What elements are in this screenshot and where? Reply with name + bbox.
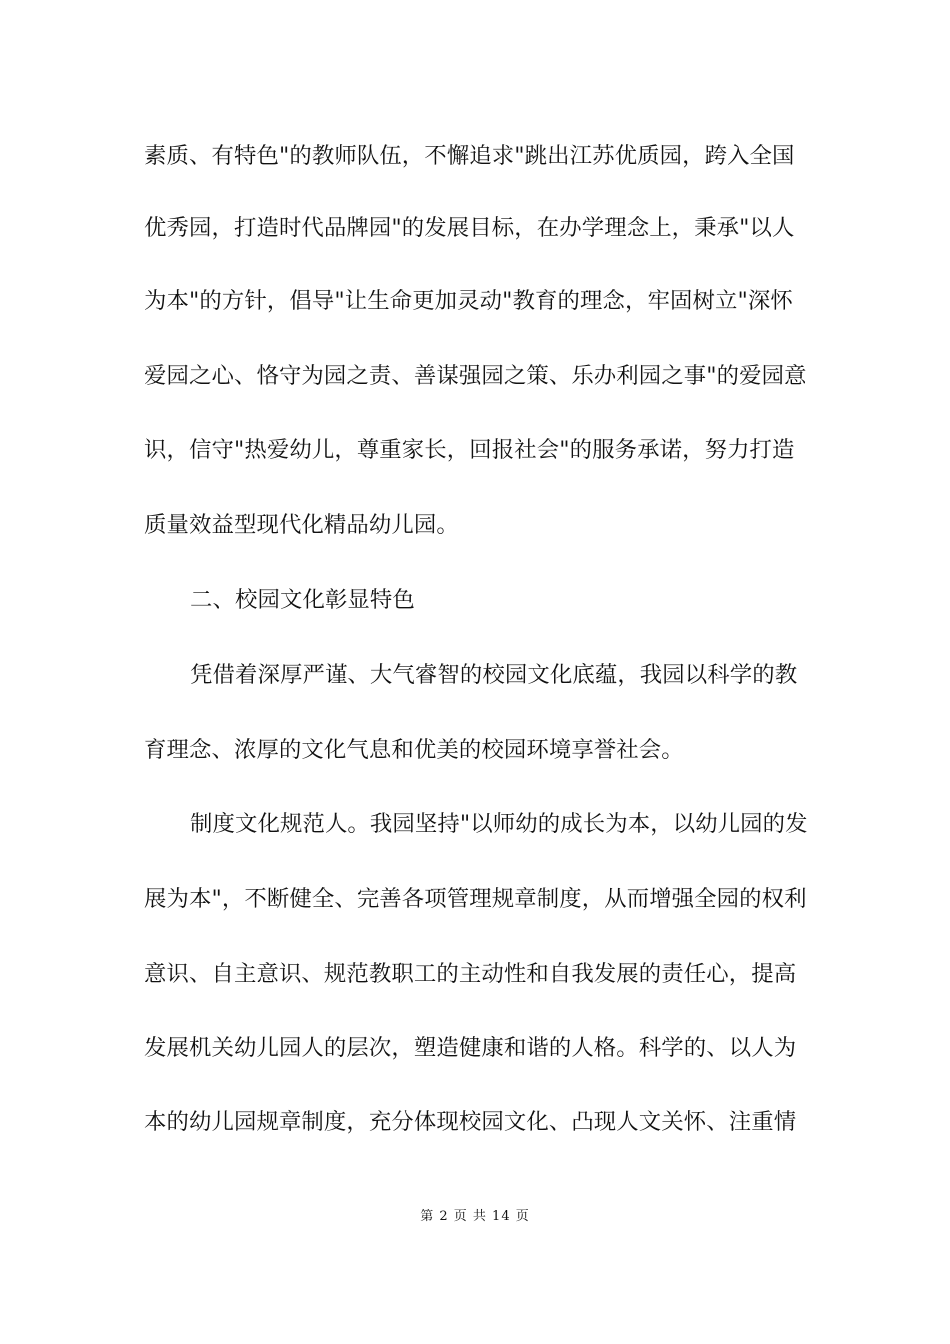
body-line-10: 制度文化规范人。我园坚持"以师幼的成长为本，以幼儿园的发 (190, 811, 808, 837)
body-line-5: 识，信守"热爱幼儿，尊重家长，回报社会"的服务承诺，努力打造 (144, 437, 795, 463)
body-line-11: 展为本"，不断健全、完善各项管理规章制度，从而增强全园的权利 (144, 886, 807, 912)
body-line-4: 爱园之心、恪守为园之责、善谋强园之策、乐办利园之事"的爱园意 (144, 363, 807, 389)
body-line-6: 质量效益型现代化精品幼儿园。 (144, 512, 459, 538)
page-number-footer: 第 2 页 共 14 页 (420, 1209, 530, 1224)
body-line-3: 为本"的方针，倡导"让生命更加灵动"教育的理念，牢固树立"深怀 (144, 288, 793, 314)
body-line-12: 意识、自主意识、规范教职工的主动性和自我发展的责任心，提高 (144, 961, 797, 987)
body-line-1: 素质、有特色"的教师队伍，不懈追求"跳出江苏优质园，跨入全国 (144, 143, 795, 169)
section-heading: 二、校园文化彰显特色 (190, 587, 415, 613)
body-line-9: 育理念、浓厚的文化气息和优美的校园环境享誉社会。 (144, 737, 684, 763)
body-line-2: 优秀园，打造时代品牌园"的发展目标，在办学理念上，秉承"以人 (144, 215, 795, 241)
body-line-13: 发展机关幼儿园人的层次，塑造健康和谐的人格。科学的、以人为 (144, 1035, 797, 1061)
body-line-14: 本的幼儿园规章制度，充分体现校园文化、凸现人文关怀、注重情 (144, 1109, 797, 1135)
body-line-8: 凭借着深厚严谨、大气睿智的校园文化底蕴，我园以科学的教 (190, 662, 798, 688)
